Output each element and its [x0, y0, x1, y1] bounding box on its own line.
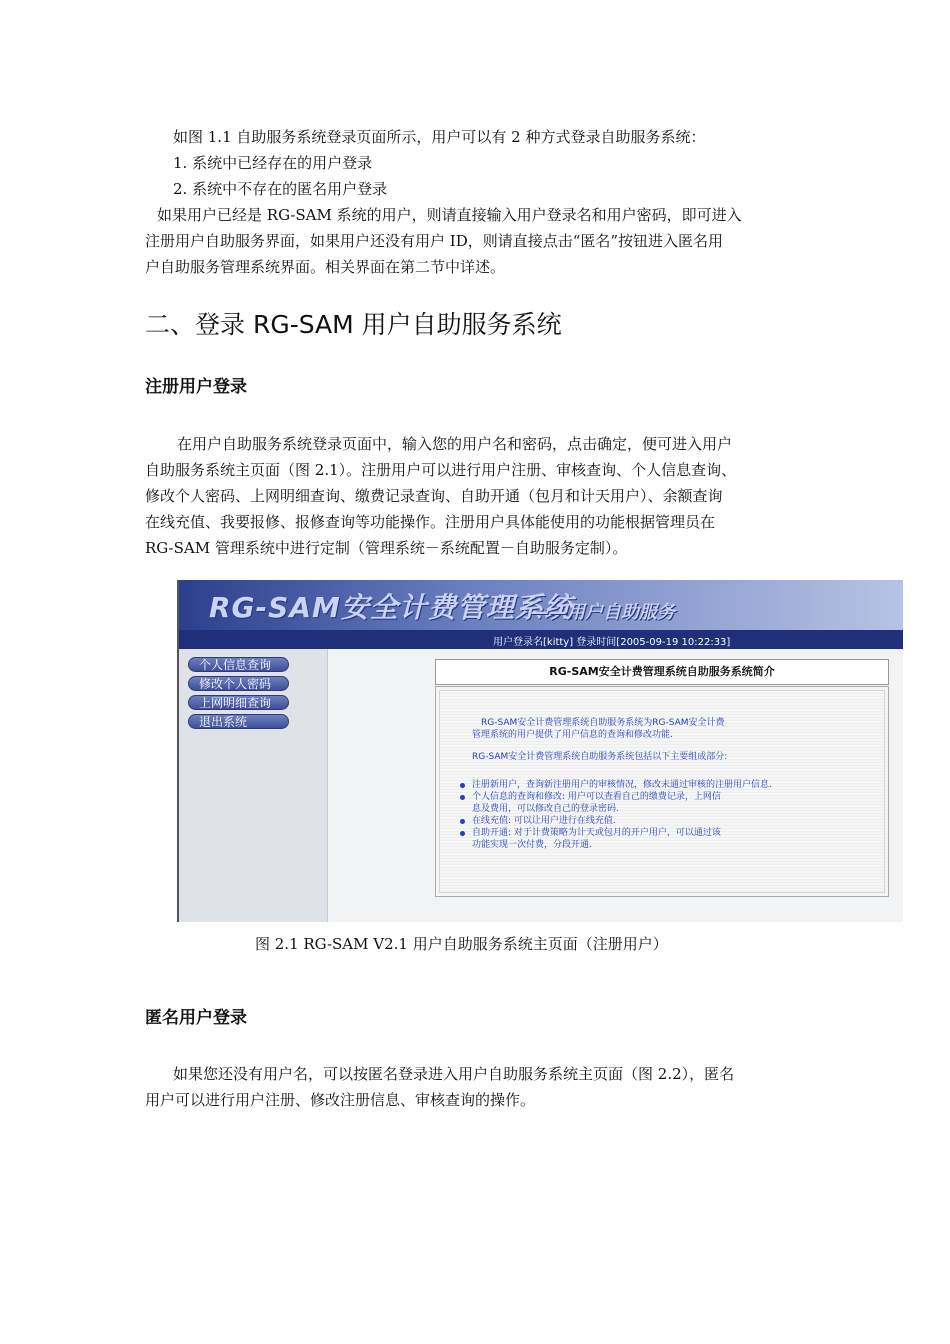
- text-line: 户自助服务管理系统界面。相关界面在第二节中详述。: [145, 258, 506, 276]
- login-info: 用户登录名[kitty] 登录时间[2005-09-19 10:22:33]: [493, 637, 731, 648]
- bullet-text: 自助开通: 对于计费策略为计天或包月的开户用户，可以通过该: [472, 828, 721, 838]
- intro-panel: [435, 686, 889, 897]
- app-banner: [179, 580, 903, 630]
- screenshot-figure: [177, 580, 903, 922]
- sidebar: [179, 649, 328, 922]
- registered-heading: 注册用户登录: [145, 377, 247, 397]
- menu-personal-info[interactable]: 个人信息查询: [188, 657, 289, 672]
- text-line: 在线充值、我要报修、报修查询等功能操作。注册用户具体能使用的功能根据管理员在: [145, 513, 716, 531]
- text-line: 在用户自助服务系统登录页面中，输入您的用户名和密码，点击确定，便可进入用户: [177, 435, 733, 453]
- list-item: 1. 系统中已经存在的用户登录: [173, 154, 373, 172]
- anonymous-heading: 匿名用户登录: [145, 1008, 247, 1028]
- bullet-text: 注册新用户，查询新注册用户的审核情况，修改未通过审核的注册用户信息.: [472, 780, 772, 790]
- bullet-icon: [460, 819, 465, 824]
- login-info-bar: [179, 630, 903, 649]
- banner-subtitle: ——用户自助服务: [531, 602, 675, 623]
- menu-online-detail[interactable]: 上网明细查询: [188, 695, 289, 710]
- bullet-text-cont: 息及费用，可以修改自己的登录密码.: [472, 804, 619, 814]
- bullet-text: 在线充值: 可以让用户进行在线充值.: [472, 816, 616, 826]
- menu-logout[interactable]: 退出系统: [188, 714, 289, 729]
- panel-text: 管理系统的用户提供了用户信息的查询和修改功能.: [472, 730, 673, 740]
- anonymous-paragraph: [145, 1061, 807, 1113]
- bullet-text: 个人信息的查询和修改: 用户可以查看自己的缴费记录，上网信: [472, 792, 721, 802]
- text-line: 自助服务系统主页面（图 2.1）。注册用户可以进行用户注册、审核查询、个人信息查询、: [145, 461, 737, 479]
- panel-title: RG-SAM安全计费管理系统自助服务系统简介: [435, 659, 889, 685]
- figure-caption: 图 2.1 RG-SAM V2.1 用户自助服务系统主页面（注册用户）: [255, 935, 668, 953]
- bullet-icon: [460, 831, 465, 836]
- panel-content: [439, 690, 885, 893]
- registered-paragraph: [145, 431, 807, 561]
- bullet-text-cont: 功能实现一次付费，分段开通.: [472, 840, 592, 850]
- section-title: 二、登录 RG-SAM 用户自助服务系统: [145, 310, 562, 339]
- intro-paragraph: [145, 124, 807, 280]
- bullet-icon: [460, 795, 465, 800]
- text-line: 如果用户已经是 RG-SAM 系统的用户，则请直接输入用户登录名和用户密码，即可进入: [157, 206, 742, 224]
- list-item: 2. 系统中不存在的匿名用户登录: [173, 180, 388, 198]
- text-line: 用户可以进行用户注册、修改注册信息、审核查询的操作。: [145, 1091, 536, 1109]
- banner-title: RG-SAM安全计费管理系统: [209, 591, 573, 624]
- intro-line: 如图 1.1 自助服务系统登录页面所示，用户可以有 2 种方式登录自助服务系统：: [173, 128, 706, 146]
- text-line: RG-SAM 管理系统中进行定制（管理系统－系统配置－自助服务定制）。: [145, 539, 628, 557]
- panel-text: RG-SAM安全计费管理系统自助服务系统为RG-SAM安全计费: [481, 718, 725, 728]
- text-line: 如果您还没有用户名，可以按匿名登录进入用户自助服务系统主页面（图 2.2），匿名: [173, 1065, 735, 1083]
- bullet-icon: [460, 783, 465, 788]
- text-line: 修改个人密码、上网明细查询、缴费记录查询、自助开通（包月和计天用户）、余额查询: [145, 487, 723, 505]
- panel-text: RG-SAM安全计费管理系统自助服务系统包括以下主要组成部分:: [472, 752, 728, 762]
- menu-change-password[interactable]: 修改个人密码: [188, 676, 289, 691]
- text-line: 注册用户自助服务界面，如果用户还没有用户 ID，则请直接点击“匿名”按钮进入匿名用: [145, 232, 724, 250]
